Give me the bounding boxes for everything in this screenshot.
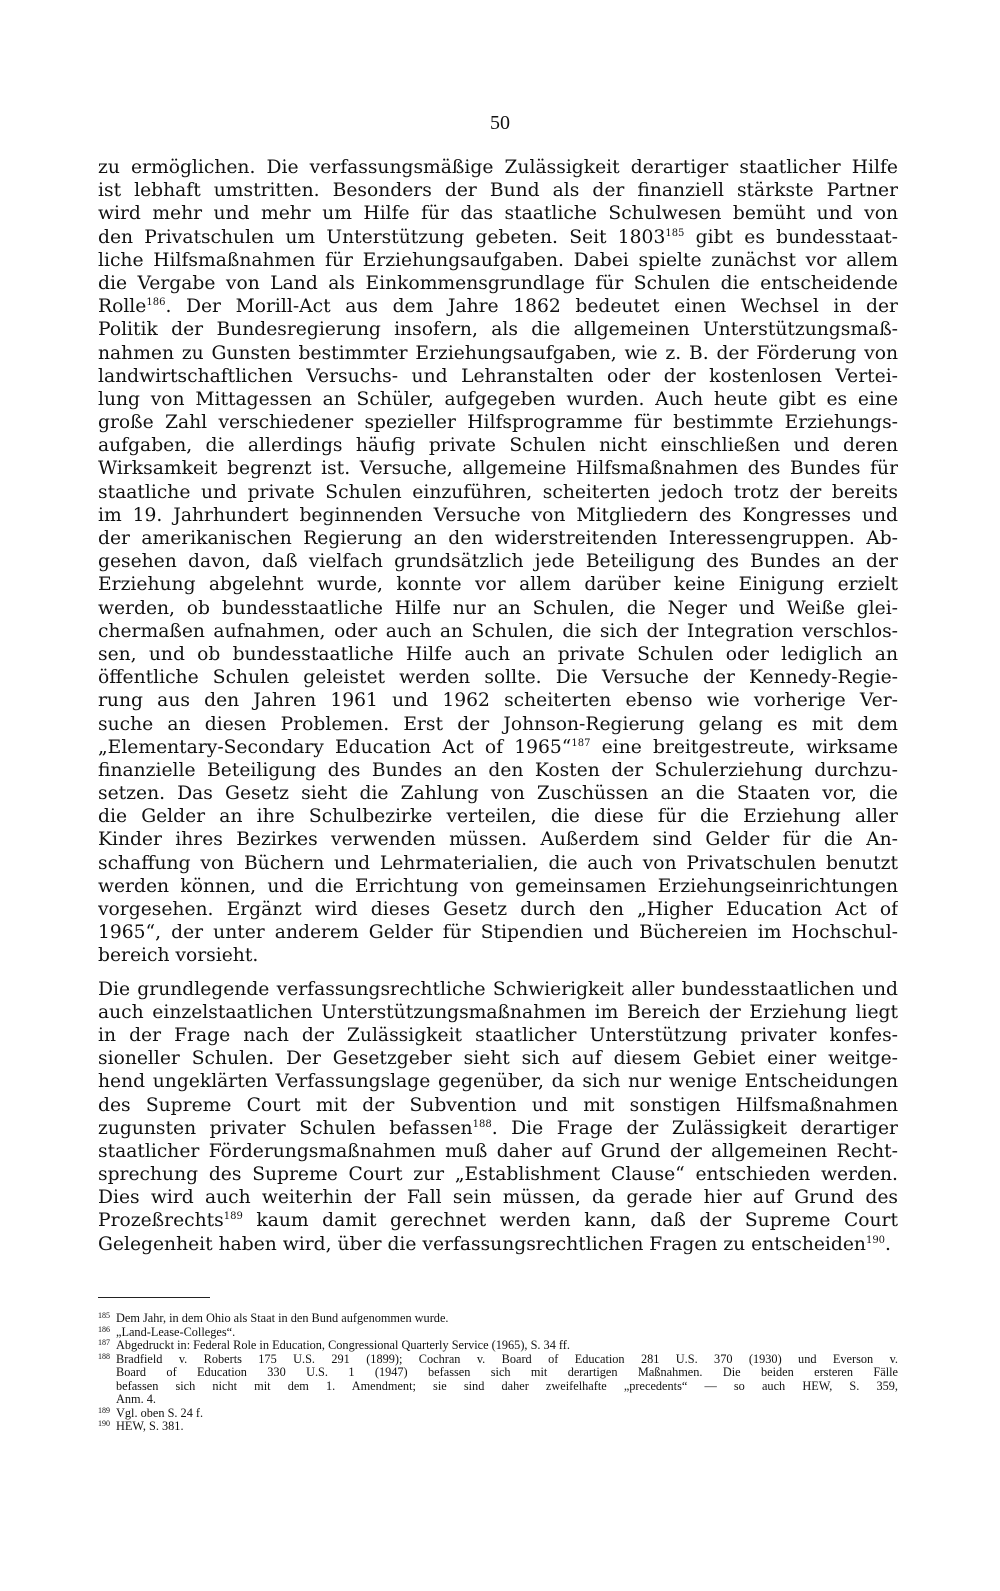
text-line: sioneller Schulen. Der Gesetzgeber sieht sich auf diesem Gebiet einer weitge- [98, 1048, 898, 1070]
text-line [98, 736, 898, 759]
footnote-line [98, 1393, 898, 1407]
footnote-reference: 185 [665, 227, 685, 239]
text-segment: zugunsten privater Schulen befassen [98, 1117, 473, 1139]
text-segment: . Die Frage der Zulässigkeit derartiger [491, 1117, 898, 1139]
text-segment: Prozeßrechts [98, 1210, 224, 1232]
text-line: des Supreme Court mit der Subvention und mit sonstigen Hilfsmaßnahmen [98, 1094, 898, 1116]
text-line: wird mehr und mehr um Hilfe für das staatliche Schulwesen bemüht und von [98, 203, 898, 225]
text-line: die Vergabe von Land als Einkommensgrundlage für Schulen die entscheidende [98, 272, 898, 294]
text-line: sprechung des Supreme Court zur „Establishment Clause“ entschieden werden. [98, 1164, 898, 1186]
text-line: landwirtschaftlichen Versuchs- und Lehranstalten oder der kostenlosen Vertei- [98, 365, 898, 387]
text-line: rung aus den Jahren 1961 und 1962 scheiterten ebenso wie vorherige Ver- [98, 690, 898, 712]
text-segment: gibt es bundesstaat- [684, 226, 898, 248]
text-line: in der Frage nach der Zulässigkeit staatlicher Unterstützung privater konfes- [98, 1024, 898, 1046]
footnote-line: 190 HEW, S. 381. [98, 1420, 184, 1433]
text-line: hend ungeklärten Verfassungslage gegenüber, da sich nur wenige Entscheidungen [98, 1071, 898, 1093]
text-line: Erziehung abgelehnt wurde, konnte vor allem darüber keine Einigung erzielt [98, 574, 898, 596]
main-text [98, 156, 898, 1256]
footnote-reference: 186 [146, 297, 166, 309]
footnote-line: 188 Bradfield v. Roberts 175 U.S. 291 (1899); Cochran v. Board of Education 281 U.S. 370 (1930) und Everson v. [98, 1352, 898, 1366]
footnote-text: „Land-Lease-Colleges“. [116, 1325, 236, 1339]
text-line: Wirksamkeit begrenzt ist. Versuche, allgemeine Hilfsmaßnahmen des Bundes für [98, 458, 898, 480]
paragraph-gap [98, 968, 898, 978]
text-line: große Zahl verschiedener spezieller Hilfsprogramme für bestimmte Erziehungs- [98, 412, 898, 434]
text-line: im 19. Jahrhundert beginnenden Versuche von Mitgliedern des Kongresses und [98, 504, 898, 526]
footnote-reference: 190 [865, 1234, 886, 1246]
text-line: gesehen davon, daß vielfach grundsätzlich jede Beteiligung des Bundes an der [98, 551, 898, 573]
text-line: auch einzelstaatlichen Unterstützungsmaßnahmen im Bereich der Erziehung liegt [98, 1001, 898, 1023]
footnote-text: Bradfield v. Roberts 175 U.S. 291 (1899); Cochran v. Board of Education 281 U.S. 370 (1930) und Everson v. [116, 1352, 898, 1366]
text-line: Die grundlegende verfassungsrechtliche Schwierigkeit aller bundesstaatlichen und [98, 978, 898, 1000]
text-line: staatlicher Förderungsmaßnahmen muß daher auf Grund der allgemeinen Recht- [98, 1140, 898, 1162]
text-line: werden können, und die Errichtung von gemeinsamen Erziehungseinrichtungen [98, 875, 898, 897]
footnote-line: 186 „Land-Lease-Colleges“. [98, 1325, 236, 1339]
text-segment: . Der Morill-Act aus dem Jahre 1862 bedeutet einen Wechsel in der [165, 296, 898, 318]
text-line [98, 226, 898, 249]
text-line: staatliche und private Schulen einzuführen, scheiterten jedoch trotz der bereits [98, 481, 898, 503]
footnote-line [98, 1366, 898, 1380]
paragraph-2 [98, 978, 898, 1256]
text-line: setzen. Das Gesetz sieht die Zahlung von Zuschüssen an die Staaten vor, die [98, 783, 898, 805]
footnote-line: 189 Vgl. oben S. 24 f. [98, 1406, 204, 1420]
text-segment: . [885, 1233, 891, 1255]
text-segment: den Privatschulen um Unterstützung gebeten. Seit 1803 [98, 226, 666, 248]
text-segment: „Elementary-Secondary Education Act of 1965“ [98, 736, 572, 758]
text-line: Dies wird auch weiterhin der Fall sein müssen, da gerade hier auf Grund des [98, 1187, 898, 1209]
text-line: aufgaben, die allerdings häufig private Schulen nicht einschließen und deren [98, 435, 898, 457]
text-line: schaffung von Büchern und Lehrmaterialien, die auch von Privatschulen benutzt [98, 852, 898, 874]
footnote-text: Dem Jahr, in dem Ohio als Staat in den Bund aufgenommen wurde. [116, 1312, 449, 1325]
footnote-line: 185 Dem Jahr, in dem Ohio als Staat in den Bund aufgenommen wurde. [98, 1312, 449, 1325]
footnote-reference: 187 [571, 737, 591, 749]
text-segment: kaum damit gerechnet werden kann, daß der Supreme Court [242, 1210, 898, 1232]
text-line: werden, ob bundesstaatliche Hilfe nur an Schulen, die Neger und Weiße glei- [98, 597, 898, 619]
footnote-divider [98, 1297, 210, 1298]
text-line: finanzielle Beteiligung des Bundes an den Kosten der Schulerziehung durchzu- [98, 759, 898, 781]
footnotes [98, 1312, 898, 1434]
footnote-reference: 189 [223, 1211, 243, 1223]
text-line: suche an diesen Problemen. Erst der Johnson-Regierung gelang es mit dem [98, 713, 898, 735]
text-line: der amerikanischen Regierung an den widerstreitenden Interessengruppen. Ab- [98, 528, 898, 549]
footnote-line [98, 1380, 898, 1394]
text-line [98, 1209, 898, 1232]
footnote-text: HEW, S. 381. [116, 1420, 184, 1433]
footnote-text: Abgedruckt in: Federal Role in Education, Congressional Quarterly Service (1965), S. 34 ff. [116, 1339, 570, 1352]
text-segment: Rolle [98, 296, 147, 318]
text-line [98, 1233, 898, 1256]
text-segment: eine breitgestreute, wirksame [590, 736, 898, 758]
text-line: bereich vorsieht. [98, 945, 259, 967]
footnote-reference: 188 [472, 1118, 492, 1130]
text-line: vorgesehen. Ergänzt wird dieses Gesetz durch den „Higher Education Act of [98, 899, 898, 920]
text-line: 1965“, der unter anderem Gelder für Stipendien und Büchereien im Hochschul- [98, 922, 898, 944]
text-line: sen, und ob bundesstaatliche Hilfe auch an private Schulen oder lediglich an [98, 643, 898, 665]
footnote-text: Board of Education 330 U.S. 1 (1947) befassen sich mit derartigen Maßnahmen. Die beiden ersteren Fälle [116, 1366, 898, 1379]
text-line: Politik der Bundesregierung insofern, als die allgemeinen Unterstützungsmaß- [98, 319, 898, 341]
text-line: zu ermöglichen. Die verfassungsmäßige Zulässigkeit derartiger staatlicher Hilfe [98, 157, 898, 178]
text-segment: Gelegenheit haben wird, über die verfassungsrechtlichen Fragen zu entscheiden [98, 1233, 866, 1255]
text-line: die Gelder an ihre Schulbezirke verteilen, die diese für die Erziehung aller [98, 806, 898, 828]
text-line: öffentliche Schulen geleistet werden sollte. Die Versuche der Kennedy-Regie- [98, 667, 898, 689]
footnote-text: Anm. 4. [116, 1393, 156, 1406]
text-line [98, 295, 898, 318]
text-line: ist lebhaft umstritten. Besonders der Bund als der finanziell stärkste Partner [98, 180, 898, 202]
footnote-text: Vgl. oben S. 24 f. [116, 1406, 204, 1420]
page-number: 50 [490, 112, 510, 134]
paragraph-1 [98, 156, 898, 968]
text-line: liche Hilfsmaßnahmen für Erziehungsaufgaben. Dabei spielte zunächst vor allem [98, 249, 898, 271]
footnote-text: befassen sich nicht mit dem 1. Amendment; sie sind daher zweifelhafte „precedents“ — so auch HEW, S. 359, [116, 1379, 898, 1393]
footnote-line: 187 Abgedruckt in: Federal Role in Education, Congressional Quarterly Service (1965), S. 34 ff. [98, 1339, 570, 1352]
text-line [98, 1117, 898, 1140]
text-line: chermaßen aufnahmen, oder auch an Schulen, die sich der Integration verschlos- [98, 620, 898, 642]
text-line: Kinder ihres Bezirkes verwenden müssen. Außerdem sind Gelder für die An- [98, 829, 898, 851]
text-line: nahmen zu Gunsten bestimmter Erziehungsaufgaben, wie z. B. der Förderung von [98, 342, 898, 364]
text-line: lung von Mittagessen an Schüler, aufgegeben wurden. Auch heute gibt es eine [98, 388, 898, 410]
